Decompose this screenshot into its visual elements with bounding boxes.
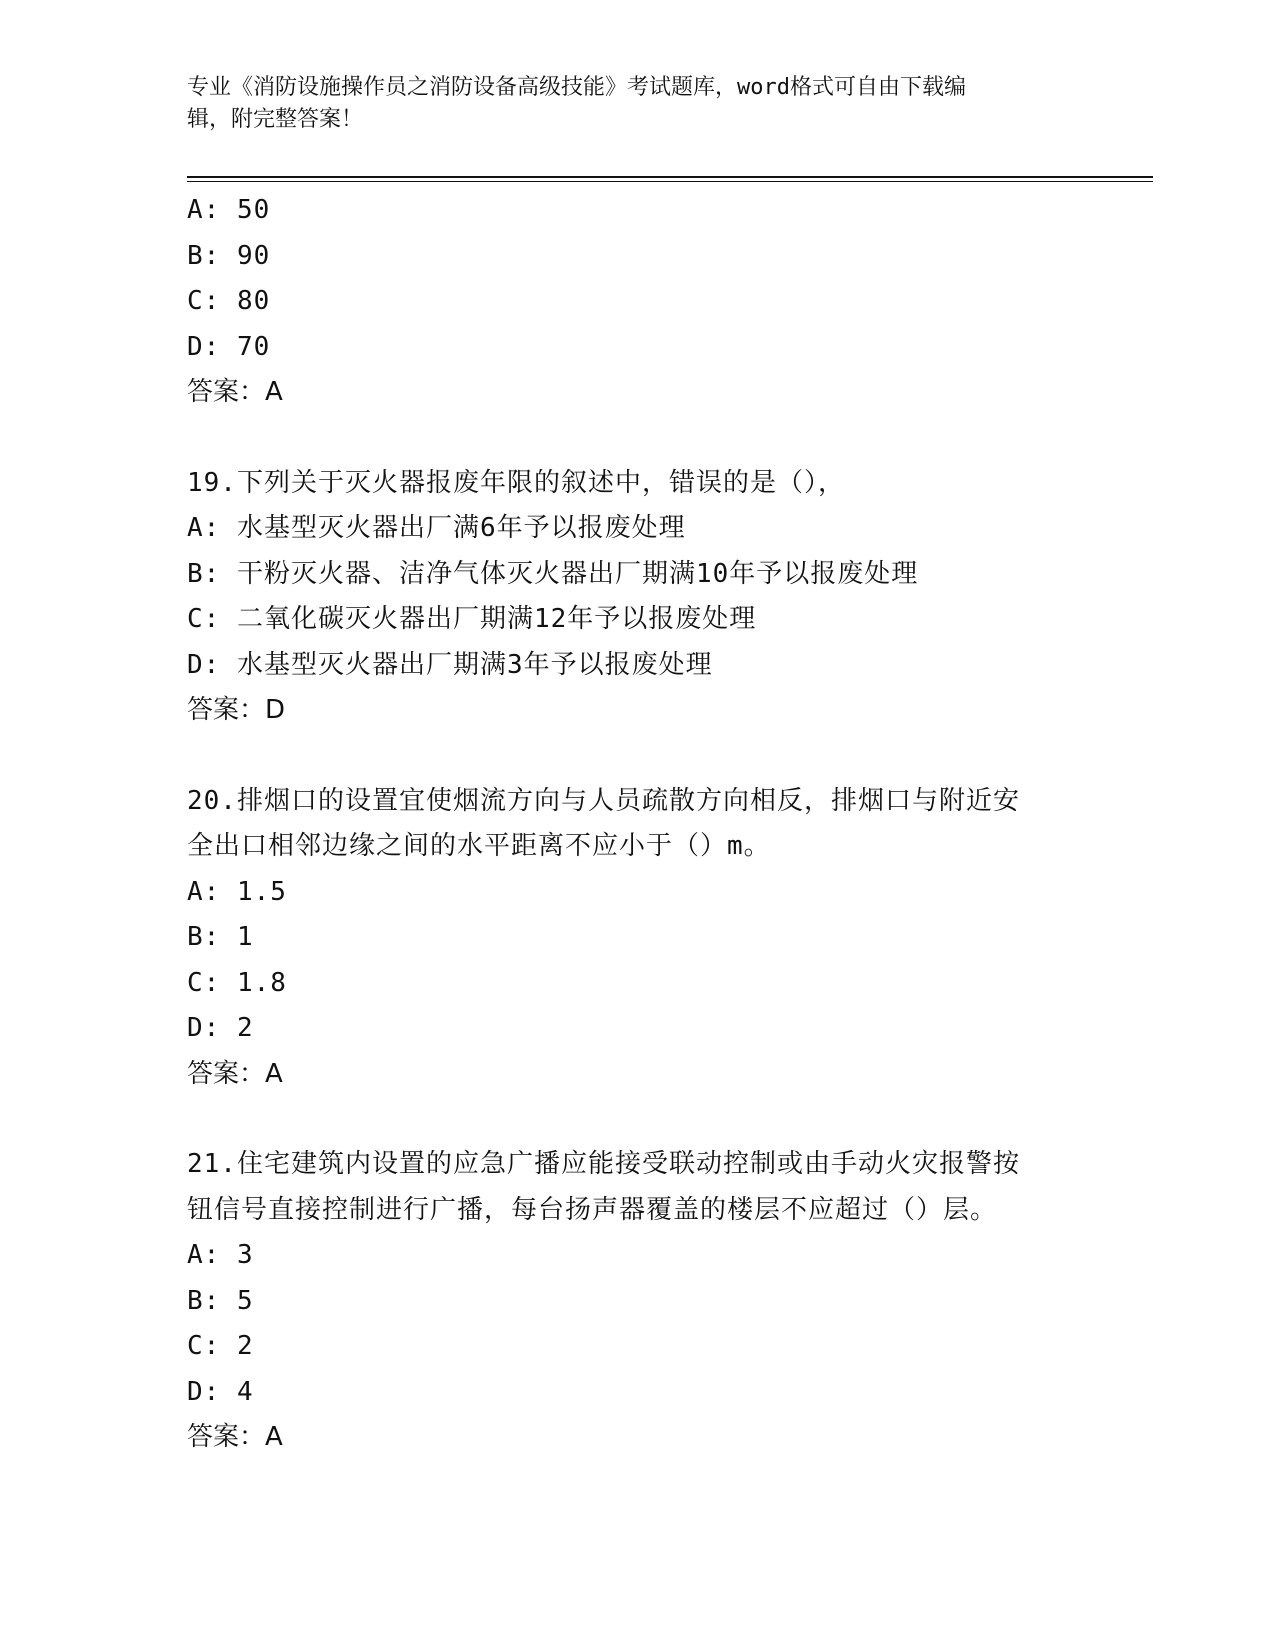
answer-line: 答案：A [187,1422,283,1452]
question-text-continued: 钮信号直接控制进行广播，每台扬声器覆盖的楼层不应超过（）层。 [187,1194,998,1225]
option-d: D: 2 [187,1013,254,1043]
option-b: B: 干粉灭火器、洁净气体灭火器出厂期满10年予以报废处理 [187,558,919,589]
answer-line: 答案：A [187,377,283,407]
option-d: D: 4 [187,1376,254,1407]
option-c: C: 二氧化碳灭火器出厂期满12年予以报废处理 [187,604,757,634]
header-line-1: 专业《消防设施操作员之消防设备高级技能》考试题库，word格式可自由下载编 [187,75,966,100]
option-a: A: 3 [187,1240,254,1270]
option-b: B: 90 [187,240,271,271]
question-text-continued: 全出口相邻边缘之间的水平距离不应小于（）m。 [187,831,771,861]
spacer [187,416,1127,461]
option-a: A: 水基型灭火器出厂满6年予以报废处理 [187,513,686,543]
answer-line: 答案：D [187,695,286,725]
spacer [187,1097,1127,1142]
option-b: B: 5 [187,1285,254,1316]
option-c: C: 2 [187,1331,254,1361]
question-block-18 [187,188,1127,416]
option-a: A: 1.5 [187,876,287,907]
document-header [187,72,1087,136]
question-block-19 [187,461,1127,734]
option-c: C: 1.8 [187,967,287,998]
question-list [187,188,1127,1461]
question-text: 19.下列关于灭火器报废年限的叙述中，错误的是（）， [187,467,845,498]
option-d: D: 70 [187,331,271,362]
spacer [187,734,1127,779]
option-d: D: 水基型灭火器出厂期满3年予以报废处理 [187,649,713,680]
header-line-2: 辑，附完整答案！ [187,107,364,132]
header-divider [187,176,1153,178]
option-b: B: 1 [187,922,254,952]
option-a: A: 50 [187,195,271,225]
question-block-21 [187,1142,1127,1461]
question-text: 20.排烟口的设置宜使烟流方向与人员疏散方向相反，排烟口与附近安 [187,785,1020,816]
question-text: 21.住宅建筑内设置的应急广播应能接受联动控制或由手动火灾报警按 [187,1149,1020,1179]
question-block-20 [187,779,1127,1098]
answer-line: 答案：A [187,1058,283,1089]
header-divider-thin [187,181,1153,182]
option-c: C: 80 [187,286,271,316]
